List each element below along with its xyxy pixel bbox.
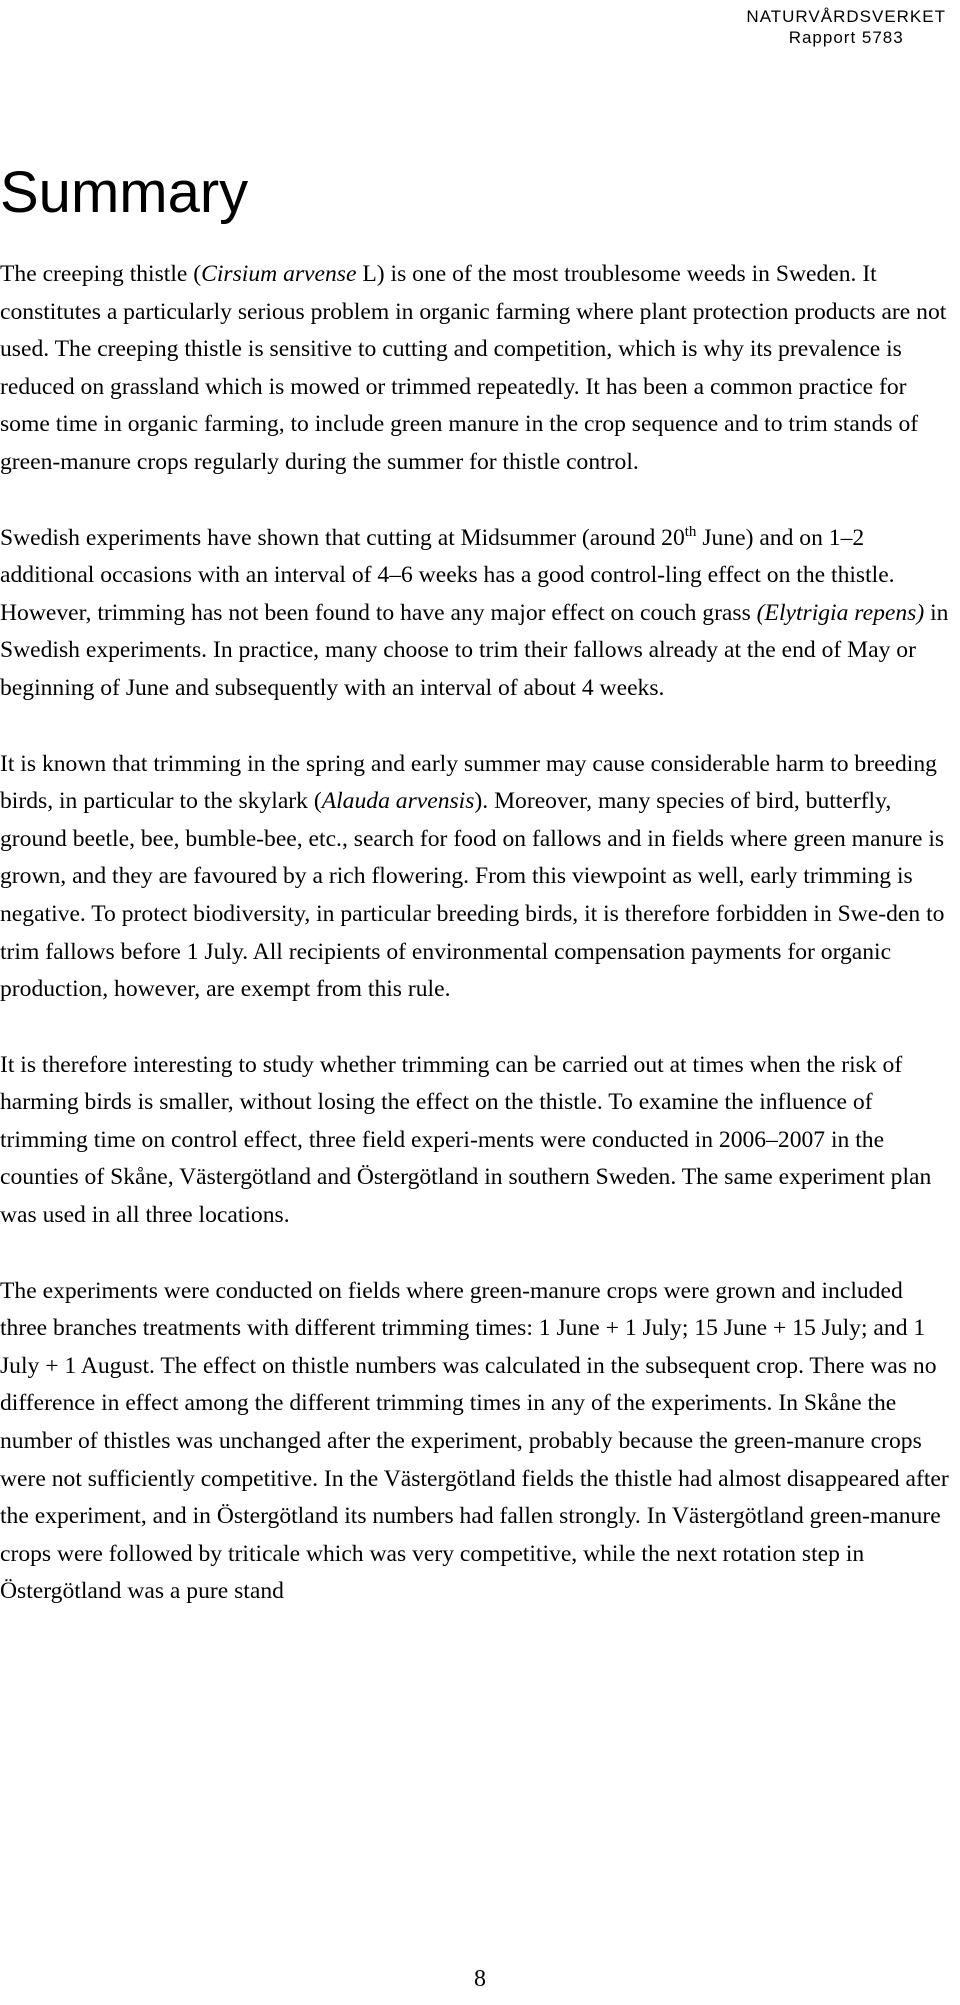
summary-body <box>0 256 952 1611</box>
text-run: It is known that trimming in the spring and early summer may cause considerable harm to breeding birds, in particular to the skylark ( <box>0 750 937 815</box>
header-report-number: Rapport 5783 <box>788 28 904 47</box>
text-run: It is therefore interesting to study whether trimming can be carried out at times when the risk of harming birds is smaller, without losing the effect on the thistle. To examine the influence of trimming time on control effect, three field experi-ments were conducted in 2006–2007 in the counties of Skåne, Västergötland and Östergötland in southern Sweden. The same experiment plan was used in all three locations. <box>0 1051 932 1229</box>
paragraph-swedish-experiments <box>0 520 952 708</box>
running-header <box>746 6 946 48</box>
header-organization: NATURVÅRDSVERKET <box>746 7 946 26</box>
species-name: Alauda arvensis <box>321 788 475 815</box>
text-run: L) is one of the most troublesome weeds in Sweden. It constitutes a particularly serious problem in organic farming where plant protection products are not used. The creeping thistle is sensitive to cutting and competition, which is why its prevalence is reduced on grassland which is mowed or trimmed repeatedly. It has been a common practice for some time in organic farming, to include green manure in the crop sequence and to trim stands of green-manure crops regularly during the summer for thistle control. <box>0 261 947 475</box>
paragraph-experiment-results <box>0 1273 952 1611</box>
page-number: 8 <box>474 1966 486 1992</box>
text-run: ). Moreover, many species of bird, butterfly, ground beetle, bee, bumble-bee, etc., search for food on fallows and in fields where green manure is grown, and they are favoured by a rich flowering. From this viewpoint as well, early trimming is negative. To protect biodiversity, in particular breeding birds, it is therefore forbidden in Swe-den to trim fallows before 1 July. All recipients of environmental compensation payments for organic production, however, are exempt from this rule. <box>0 788 945 1003</box>
text-run: The creeping thistle ( <box>0 261 202 287</box>
page-title: Summary <box>0 160 249 225</box>
paragraph-breeding-birds <box>0 746 952 1009</box>
paragraph-intro <box>0 256 952 482</box>
text-run: Swedish experiments have shown that cutting at Midsummer (around 20 <box>0 524 685 551</box>
text-run: in Swedish experiments. In practice, many choose to trim their fallows already at the end of May or beginning of June and subsequently with an interval of about 4 weeks. <box>0 599 949 701</box>
species-name: Cirsium arvense <box>201 261 357 287</box>
ordinal-superscript: th <box>684 523 697 540</box>
text-run: The experiments were conducted on fields where green-manure crops were grown and included three branches treatments with different trimming times: 1 June + 1 July; 15 June + 15 July; and 1 July + 1 August. The effect on thistle numbers was calculated in the subsequent crop. There was no difference in effect among the different trimming times in any of the experiments. In Skåne the number of thistles was unchanged after the experiment, probably because the green-manure crops were not sufficiently competitive. In the Västergötland fields the thistle had almost disappeared after the experiment, and in Östergötland its numbers had fallen strongly. In Västergötland green-manure crops were followed by triticale which was very competitive, while the next rotation step in Östergötland was a pure stand <box>0 1277 949 1605</box>
paragraph-study-aim <box>0 1047 952 1235</box>
text-run: June) and on 1–2 additional occasions with an interval of 4–6 weeks has a good control-ling effect on the thistle. However, trimming has not been found to have any major effect on couch grass <box>0 524 895 626</box>
species-name: (Elytrigia repens) <box>756 599 925 626</box>
